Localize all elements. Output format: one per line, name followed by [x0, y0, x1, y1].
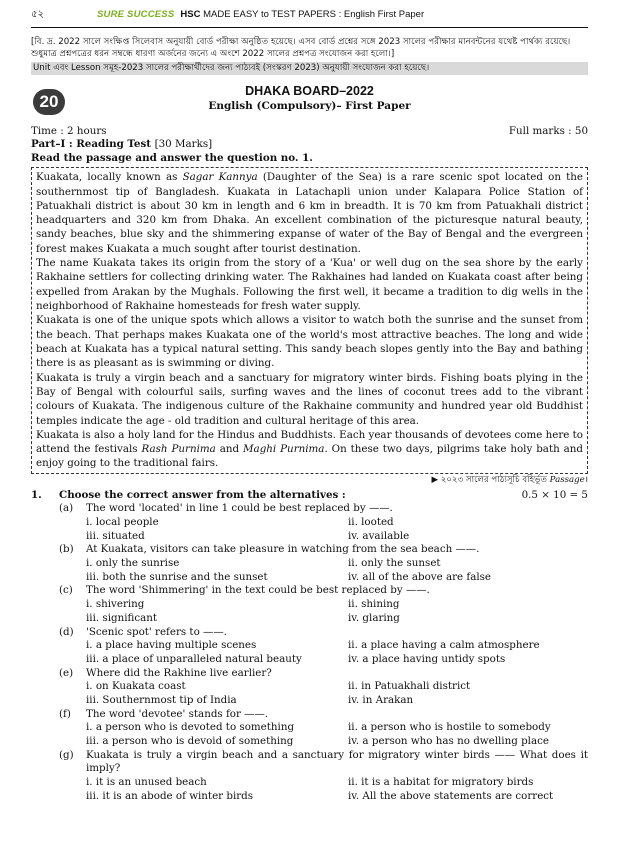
passage-note-text: ▶ ২০২৩ সালের পাঠ্যসূচি বহির্ভূত	[431, 474, 547, 485]
mcq-label: (b)	[59, 543, 74, 556]
passage-paragraph: The name Kuakata takes its origin from the story of a 'Kua' or well dug on the sea shore by the early Rakhaine settlers for collecting drinking water. The Rakhaines had landed on Kuakata coast after being expelled from Arakan by the Mughals. Following the first well, it became a tradition to dig wells in the neighborhood of Rakhaine homesteads for fresh water supply.	[36, 257, 583, 313]
mcq-label: (f)	[59, 707, 71, 720]
mcq-option: iii. a place of unparalleled natural beauty	[86, 652, 302, 665]
mcq-option: ii. in Patuakhali district	[348, 680, 471, 693]
book-title	[180, 9, 424, 21]
mcq-option: iii. a person who is devoid of something	[86, 735, 294, 747]
mcq-label: (e)	[59, 666, 74, 679]
mcq-stem	[59, 667, 588, 681]
mcq-options	[86, 557, 588, 584]
mcq-label: (g)	[59, 748, 74, 761]
mcq-option: i. it is an unused beach	[86, 776, 207, 789]
passage-paragraph: Kuakata is truly a virgin beach and a sanctuary for migratory winter birds. Fishing boats plying in the Bay of Bengal with colourful sails, surfing waves and the lines of coconut trees add to the vibrant colours of Kuakata. The indigenous culture of the Rakhaine community and hundred year old Buddhist temples indicate the age - old tradition and cultural heritage of this area.	[36, 371, 583, 427]
mcq-options	[86, 598, 588, 625]
mcq-list	[59, 502, 588, 803]
mcq-item	[59, 502, 588, 543]
mcq-stem-text: Kuakata is truly a virgin beach and a sanctuary for migratory winter birds —— What does it imply?	[86, 748, 588, 775]
brand-logo: SURE SUCCESS	[97, 9, 175, 20]
mcq-option: i. a person who is devoted to something	[86, 721, 295, 734]
page	[31, 8, 588, 858]
mcq-option: iv. available	[348, 529, 410, 542]
mcq-label: (a)	[59, 502, 74, 515]
mcq-option: iv. in Arakan	[348, 693, 414, 706]
book-title-text: MADE EASY to TEST PAPERS : English First Paper	[203, 9, 425, 20]
book-title-bold: HSC	[180, 9, 201, 20]
mcq-option: iv. glaring	[348, 611, 400, 624]
full-marks-text: Full marks : 50	[508, 125, 588, 138]
board-title-block	[31, 83, 588, 123]
instruction-text: Read the passage and answer the question no. 1.	[31, 151, 313, 164]
mcq-option: ii. a person who is hostile to somebody	[348, 721, 551, 734]
mcq-label: (d)	[59, 625, 74, 638]
question-number: 1.	[31, 488, 42, 501]
mcq-option: iv. a place having untidy spots	[348, 652, 506, 665]
mcq-stem-text: 'Scenic spot' refers to ——.	[86, 625, 227, 638]
mcq-option: iv. All the above statements are correct	[348, 789, 554, 802]
mcq-option: ii. shining	[348, 598, 400, 611]
mcq-options	[86, 639, 588, 666]
mcq-stem	[59, 502, 588, 516]
mcq-option: i. local people	[86, 516, 159, 528]
mcq-option: i. shivering	[86, 598, 145, 611]
reading-passage	[31, 167, 588, 474]
mcq-item	[59, 708, 588, 749]
mcq-item	[59, 626, 588, 667]
passage-paragraph: Kuakata is one of the unique spots which allows a visitor to watch both the sunrise and the sunset from the beach. That perhaps makes Kuakata one of the world's most attractive beaches. The long and wide beach at Kuakata has a typical natural setting. This sandy beach slopes gently into the Bay and bathing there is as pleasant as is swimming or diving.	[36, 314, 583, 370]
passage-text: (Daughter of the Sea) is a rare scenic spot located on the southernmost tip of Bangladesh. Kuakata in Latachapli union under Kalapara Police Station of Patuakhali district is about 30 km in length and 6 km in breadth. It is 70 km from Patuakhali district headquarters and 320 km from Dhaka. An excellent combination of the picturesque natural beauty, sandy beaches, blue sky and the shimmering expanse of water of the Bay of Bengal and the evergreen forest makes Kuakata a much sought after tourist destination.	[36, 171, 583, 255]
passage-text: Kuakata, locally known as	[36, 171, 178, 184]
question-title: Choose the correct answer from the alternatives :	[59, 488, 346, 501]
part-title	[31, 138, 588, 151]
mcq-stem	[59, 708, 588, 722]
question-heading	[31, 489, 588, 502]
mcq-item	[59, 749, 588, 804]
passage-paragraph	[36, 428, 583, 471]
mcq-item	[59, 543, 588, 584]
passage-italic: Rash Purnima	[141, 443, 216, 456]
passage-text: Kuakata is also a holy land for the Hindus and Buddhists. Each year thousands of devotees come here to attend the festivals	[36, 428, 583, 456]
mcq-stem-text: At Kuakata, visitors can take pleasure in watching from the sea beach ——.	[86, 543, 480, 556]
mcq-options	[86, 680, 588, 707]
mcq-item	[59, 667, 588, 708]
passage-note-italic: Passage	[549, 474, 585, 485]
mcq-stem	[59, 626, 588, 640]
time-text: Time : 2 hours	[31, 125, 107, 138]
passage-paragraph	[36, 170, 583, 256]
mcq-stem	[59, 749, 588, 776]
mcq-options	[86, 776, 588, 803]
mcq-stem-text: Where did the Rakhine live earlier?	[86, 666, 272, 679]
mcq-option: iii. significant	[86, 611, 158, 624]
mcq-option: i. on Kuakata coast	[86, 680, 186, 693]
mcq-item	[59, 584, 588, 625]
mcq-option: ii. it is a habitat for migratory birds	[348, 776, 534, 789]
mcq-option: iii. Southernmost tip of India	[86, 693, 237, 706]
mcq-option: ii. only the sunset	[348, 557, 441, 570]
passage-italic: Maghi Purnima.	[243, 443, 328, 456]
mcq-option: iii. both the sunrise and the sunset	[86, 570, 268, 583]
notice-text: [বি. দ্র. 2022 সালে সংক্ষিপ্ত সিলেবাস অনুযায়ী বোর্ড পরীক্ষা অনুষ্ঠিত হয়েছে। এসব বোর্ড প্রশ্নের সঙ্গে 2023 সালের পরীক্ষার মানবন্টনের যথেষ্ট পার্থক্য রয়েছে। শুধুমাত্র প্রশ্নপত্রের ধরন সম্বন্ধে ধারণা অর্জনের জন্যে এ অংশে 2022 সালের প্রশ্নপত্র সংযোজন করা হলো।]	[31, 37, 571, 60]
mcq-stem	[59, 543, 588, 557]
passage-note	[31, 475, 588, 486]
running-header	[31, 8, 588, 28]
part-label: Part–I : Reading Test	[31, 138, 152, 151]
time-marks-row	[31, 125, 588, 138]
passage-italic: Sagar Kannya	[182, 171, 258, 184]
page-number: ৫২	[31, 9, 44, 20]
passage-note-end: ।	[584, 474, 588, 485]
mcq-option: ii. looted	[348, 516, 394, 528]
mcq-stem-text: The word 'located' in line 1 could be best replaced by ——.	[86, 502, 393, 515]
mcq-option: iii. situated	[86, 529, 145, 542]
question-marks: 0.5 × 10 = 5	[521, 488, 588, 501]
mcq-option: ii. a place having a calm atmosphere	[348, 639, 540, 652]
mcq-options	[86, 516, 588, 543]
mcq-option: i. a place having multiple scenes	[86, 639, 257, 652]
board-title: DHAKA BOARD–2022	[245, 84, 374, 99]
mcq-option: i. only the sunrise	[86, 557, 180, 570]
mcq-label: (c)	[59, 584, 73, 597]
paper-title: English (Compulsory)– First Paper	[208, 100, 411, 113]
question-number-badge: 20	[33, 89, 65, 115]
part-marks: [30 Marks]	[154, 138, 213, 151]
mcq-stem	[59, 584, 588, 598]
mcq-option: iii. it is an abode of winter birds	[86, 789, 254, 802]
passage-text: and	[219, 443, 240, 456]
unit-note: Unit এবং Lesson সমূহ-2023 সালের পরীক্ষার্থীদের জন্য পাঠ্যবই (সংস্করণ 2023) অনুযায়ী সংযোজন করা হয়েছে।	[31, 62, 588, 75]
mcq-option: iv. a person who has no dwelling place	[348, 735, 549, 747]
passage-text: On these two days, pilgrims take holy bath and enjoy going to the traditional fairs.	[36, 443, 583, 470]
mcq-stem-text: The word 'devotee' stands for ——.	[86, 707, 269, 720]
mcq-options	[86, 721, 588, 748]
mcq-stem-text: The word 'Shimmering' in the text could be best replaced by ——.	[86, 584, 430, 597]
mcq-option: iv. all of the above are false	[348, 570, 492, 583]
